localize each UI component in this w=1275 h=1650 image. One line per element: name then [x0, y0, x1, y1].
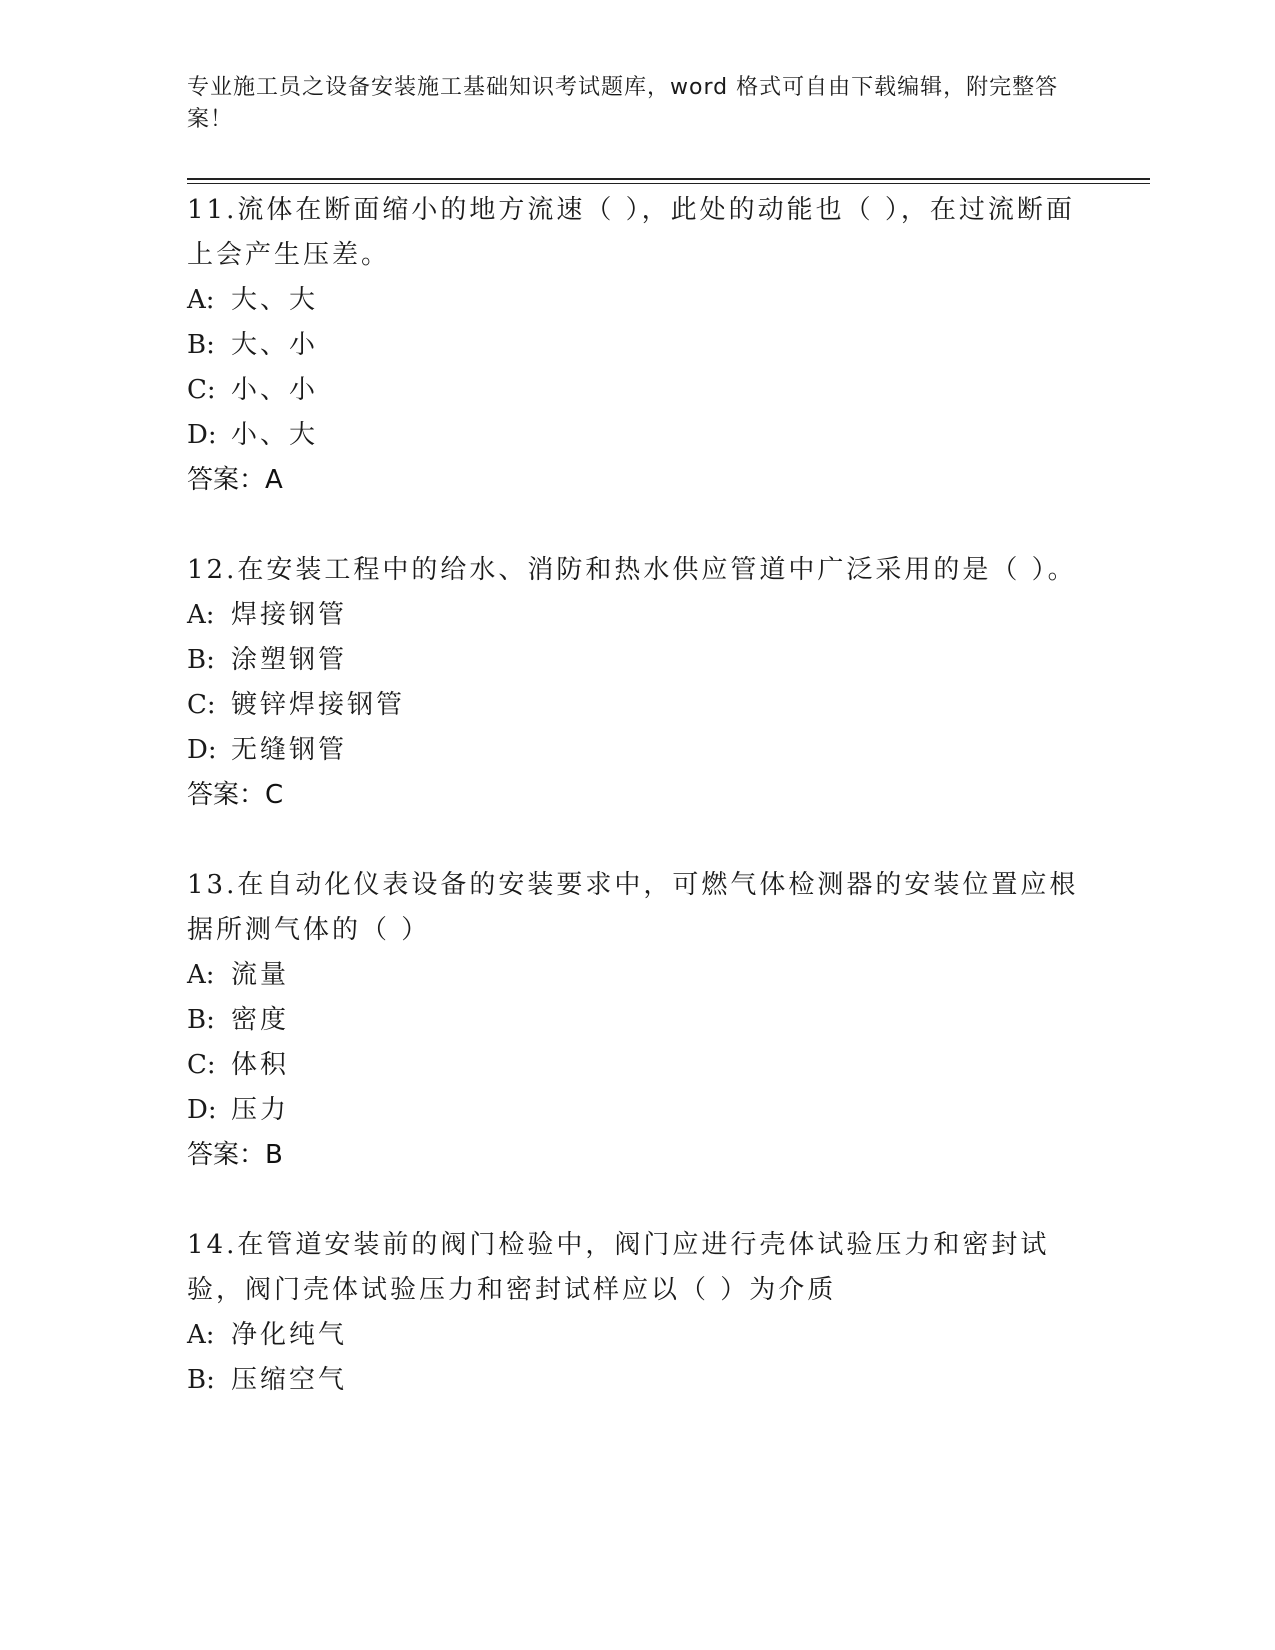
option-text: 密度 [231, 1005, 290, 1035]
question-13 [187, 863, 1087, 1178]
option-b [187, 1358, 1087, 1403]
option-text: 净化纯气 [231, 1320, 348, 1350]
option-key: B: [187, 645, 215, 675]
option-c [187, 1043, 1087, 1088]
question-stem: 12.在安装工程中的给水、消防和热水供应管道中广泛采用的是（ ）。 [187, 555, 1077, 585]
option-text: 压缩空气 [231, 1365, 348, 1395]
question-stem: 13.在自动化仪表设备的安装要求中，可燃气体检测器的安装位置应根据所测气体的（ ） [187, 870, 1079, 945]
option-key: D: [187, 1095, 217, 1125]
option-a [187, 593, 1087, 638]
header-rule-thin [187, 183, 1150, 184]
option-c [187, 683, 1087, 728]
option-text: 压力 [231, 1095, 290, 1125]
option-key: B: [187, 1365, 215, 1395]
option-key: A: [187, 285, 215, 315]
option-text: 小、大 [231, 420, 319, 450]
question-stem: 11.流体在断面缩小的地方流速（ ），此处的动能也（ ），在过流断面上会产生压差。 [187, 195, 1075, 270]
option-key: C: [187, 1050, 216, 1080]
answer-line: 答案：B [187, 1140, 283, 1170]
option-text: 体积 [231, 1050, 290, 1080]
answer-line: 答案：C [187, 780, 284, 810]
question-list [187, 188, 1087, 1448]
option-text: 小、小 [231, 375, 319, 405]
answer-line: 答案：A [187, 465, 283, 495]
option-b [187, 323, 1087, 368]
option-c [187, 368, 1087, 413]
option-key: D: [187, 735, 217, 765]
option-text: 无缝钢管 [231, 735, 348, 765]
option-key: D: [187, 420, 217, 450]
option-b [187, 638, 1087, 683]
option-text: 镀锌焊接钢管 [231, 690, 406, 720]
question-11 [187, 188, 1087, 503]
header-rule-thick [187, 178, 1150, 180]
option-text: 焊接钢管 [231, 600, 348, 630]
option-d [187, 1088, 1087, 1133]
option-text: 流量 [231, 960, 290, 990]
option-key: A: [187, 600, 215, 630]
question-14 [187, 1223, 1087, 1403]
option-a [187, 953, 1087, 998]
option-a [187, 1313, 1087, 1358]
option-d [187, 728, 1087, 773]
option-key: C: [187, 690, 216, 720]
document-header: 专业施工员之设备安装施工基础知识考试题库，word 格式可自由下载编辑，附完整答案！ [187, 75, 1059, 132]
option-key: C: [187, 375, 216, 405]
option-d [187, 413, 1087, 458]
option-text: 大、大 [231, 285, 319, 315]
option-a [187, 278, 1087, 323]
option-key: A: [187, 1320, 215, 1350]
option-key: B: [187, 330, 215, 360]
question-12 [187, 548, 1087, 818]
option-key: B: [187, 1005, 215, 1035]
option-key: A: [187, 960, 215, 990]
question-stem: 14.在管道安装前的阀门检验中，阀门应进行壳体试验压力和密封试验，阀门壳体试验压力和密封试样应以（ ）为介质 [187, 1230, 1050, 1305]
option-b [187, 998, 1087, 1043]
option-text: 大、小 [231, 330, 319, 360]
option-text: 涂塑钢管 [231, 645, 348, 675]
